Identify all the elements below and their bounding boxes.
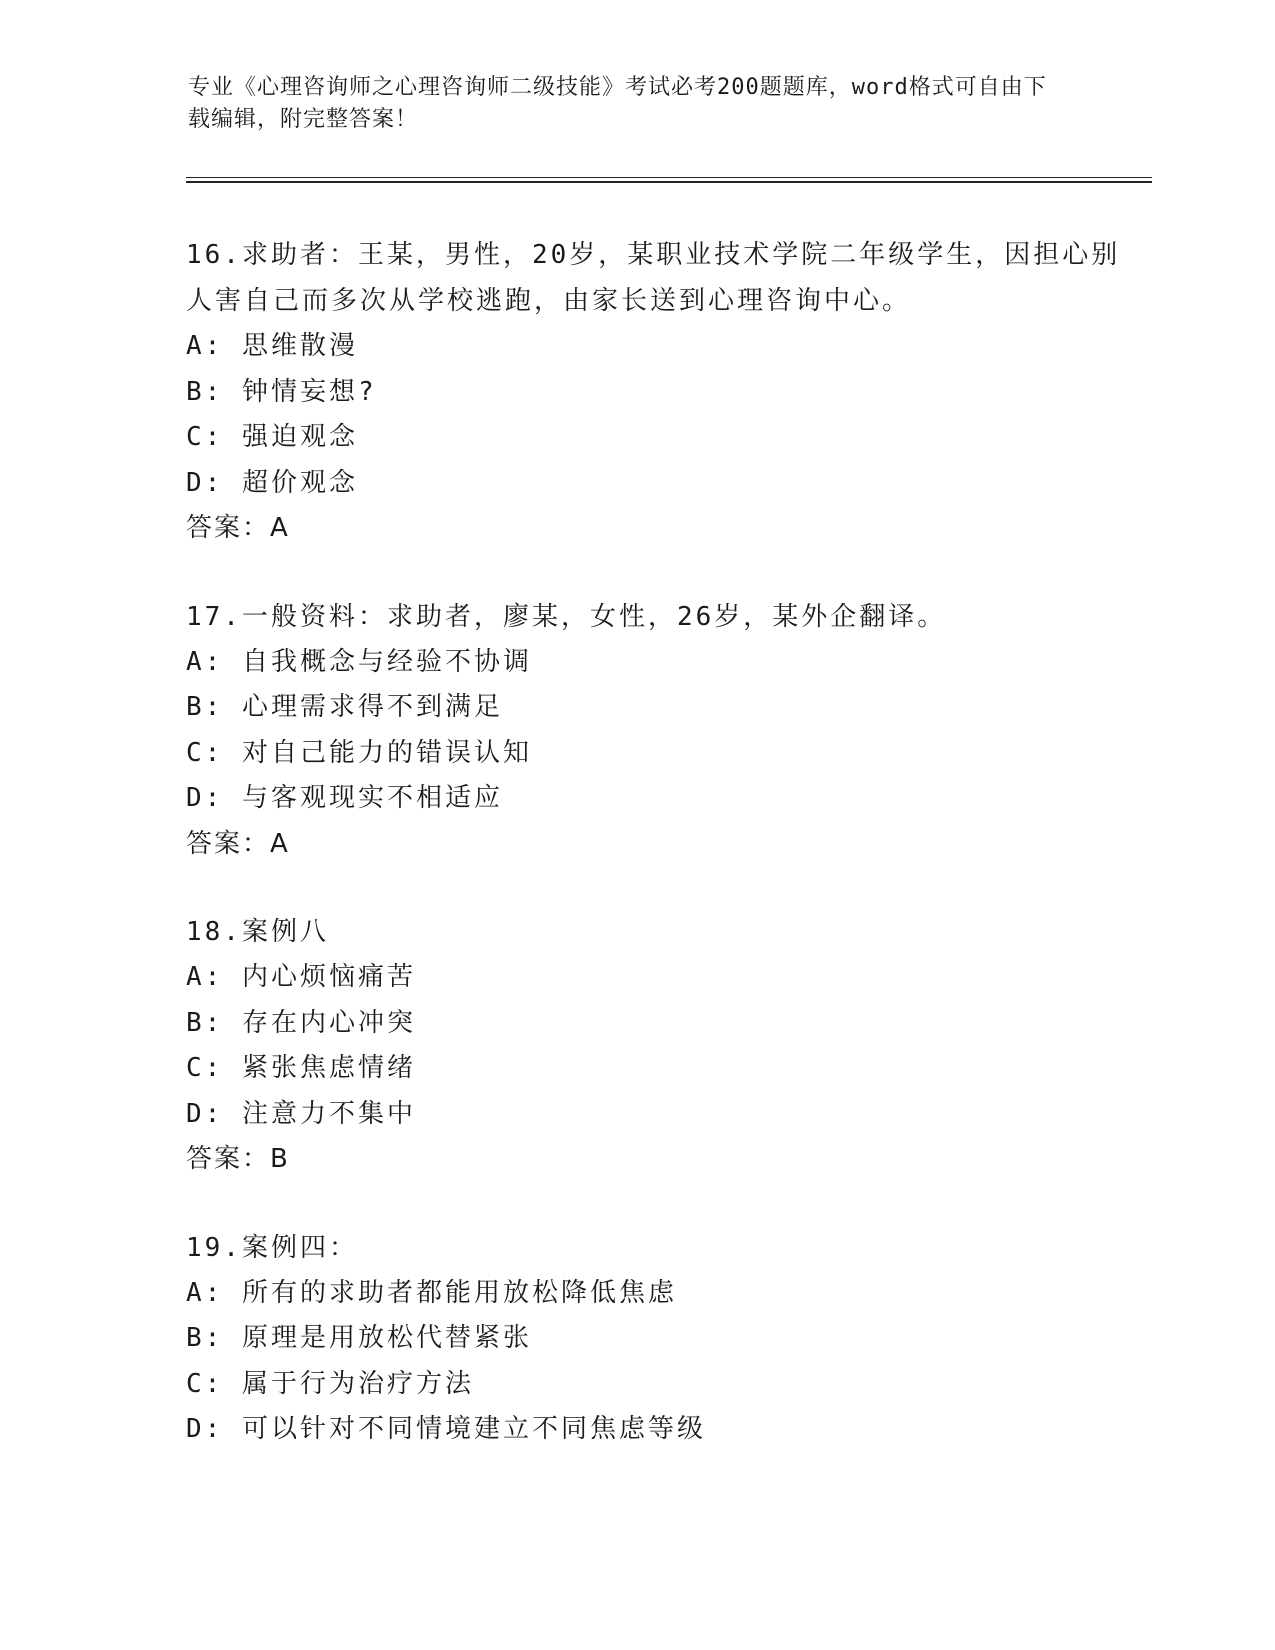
question-19 <box>186 1225 1126 1453</box>
answer: 答案：B <box>186 1144 290 1174</box>
option-a: A: 思维散漫 <box>186 331 358 361</box>
answer: 答案：A <box>186 828 290 859</box>
option-d: D: 注意力不集中 <box>186 1098 416 1129</box>
option-a: A: 所有的求助者都能用放松降低焦虑 <box>186 1277 677 1308</box>
question-16 <box>186 232 1126 552</box>
question-list <box>186 232 1126 1495</box>
header-divider-bottom <box>186 181 1152 183</box>
option-c: C: 属于行为治疗方法 <box>186 1368 474 1399</box>
question-stem: 19.案例四： <box>186 1232 358 1263</box>
question-stem: 17.一般资料：求助者，廖某，女性，26岁，某外企翻译。 <box>186 601 947 632</box>
answer: 答案：A <box>186 513 290 543</box>
option-c: C: 紧张焦虑情绪 <box>186 1053 416 1083</box>
option-d: D: 与客观现实不相适应 <box>186 783 503 813</box>
question-18 <box>186 909 1126 1183</box>
document-header <box>188 72 1068 136</box>
question-17 <box>186 594 1126 868</box>
header-divider-top <box>186 177 1152 178</box>
option-c: C: 强迫观念 <box>186 422 358 452</box>
option-b: B: 钟情妄想? <box>186 376 377 407</box>
header-text: 专业《心理咨询师之心理咨询师二级技能》考试必考200题题库，word格式可自由下载编辑，附完整答案！ <box>188 75 1047 132</box>
option-c: C: 对自己能力的错误认知 <box>186 737 532 768</box>
option-d: D: 超价观念 <box>186 467 358 498</box>
option-d: D: 可以针对不同情境建立不同焦虑等级 <box>186 1414 706 1444</box>
option-a: A: 内心烦恼痛苦 <box>186 962 416 992</box>
option-b: B: 存在内心冲突 <box>186 1007 416 1038</box>
option-b: B: 原理是用放松代替紧张 <box>186 1323 532 1353</box>
option-b: B: 心理需求得不到满足 <box>186 692 503 722</box>
question-stem: 18.案例八 <box>186 917 329 947</box>
option-a: A: 自我概念与经验不协调 <box>186 646 532 677</box>
question-stem: 16.求助者：王某，男性，20岁，某职业技术学院二年级学生，因担心别人害自己而多次从学校逃跑，由家长送到心理咨询中心。 <box>186 240 1121 316</box>
